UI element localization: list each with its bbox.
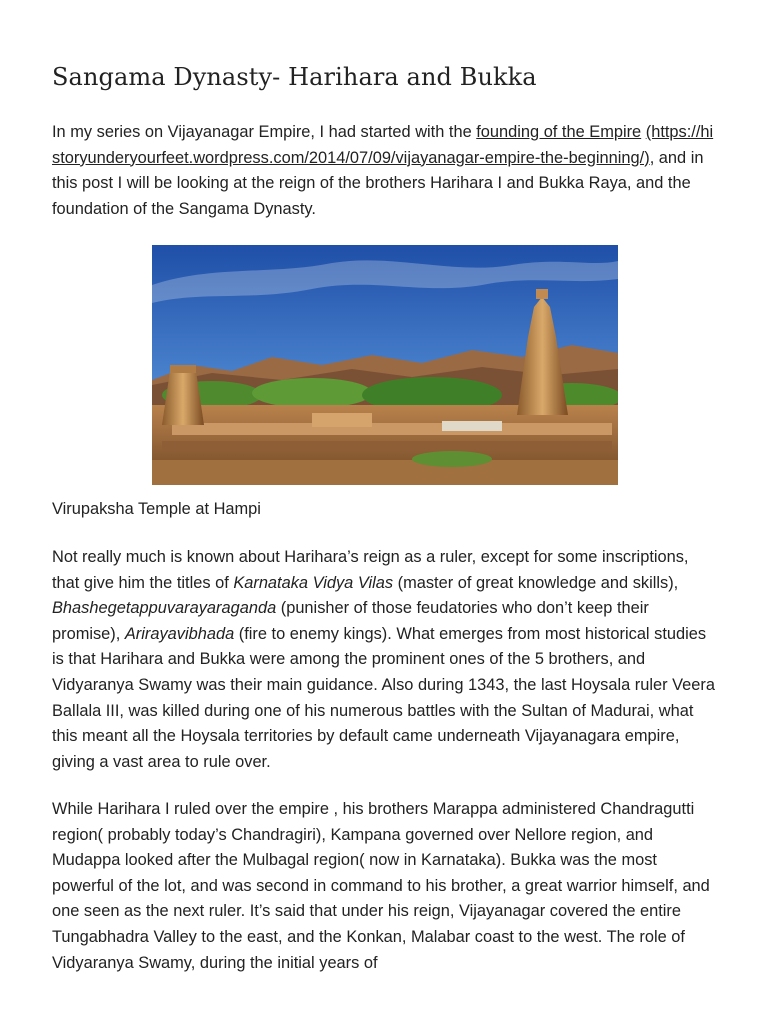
para2-text-2: (master of great knowledge and skills), <box>393 573 679 592</box>
para2-text-3: (punisher of those feudatories who don’t keep their promise), <box>52 599 649 643</box>
para2-text-1: Not really much is known about Harihara’s reign as a ruler, except for some inscriptions, that give him the titles of <box>52 548 689 592</box>
intro-paragraph <box>52 120 720 222</box>
founding-link[interactable]: founding of the Empire <box>476 123 642 141</box>
title-karnataka-vidya-vilas: Karnataka Vidya Vilas <box>233 573 394 592</box>
title-arirayavibhada: Arirayavibhada <box>124 624 235 643</box>
temple-photo-icon <box>152 245 618 485</box>
image-caption: Virupaksha Temple at Hampi <box>52 500 261 518</box>
title-bhashegetappuvarayaraganda: Bhashegetappuvarayaraganda <box>52 599 277 618</box>
founding-url-link[interactable]: (https://historyunderyourfeet.wordpress.com/2014/07/09/vijayanagar-empire-the-beginning/) <box>52 123 714 167</box>
intro-text-2: , and in this post I will be looking at the reign of the brothers Harihara I and Bukka Raya, and the foundation of the Sangama Dynasty. <box>52 148 704 218</box>
page-title: Sangama Dynasty- Harihara and Bukka <box>52 63 537 91</box>
paragraph-reign <box>52 545 720 775</box>
para2-text-4: (fire to enemy kings). What emerges from most historical studies is that Harihara and Bukka were among the prominent ones of the 5 brothers, and Vidyaranya Swamy was their main guidance. Also during 1343, the last Hoysala ruler Veera Ballala III, was killed during one of his numerous battles with the Sultan of Madurai, what this meant all the Hoysala territories by default came underneath Vijayanagara empire, giving a vast area to rule over. <box>52 624 715 771</box>
intro-text-1: In my series on Vijayanagar Empire, I had started with the <box>52 123 477 141</box>
paragraph-brothers: While Harihara I ruled over the empire , his brothers Marappa administered Chandragutti region( probably today’s Chandragiri), Kampana governed over Nellore region, and Mudappa looked after the Mulbagal region( now in Karnataka). Bukka was the most powerful of the lot, and was second in command to his brother, a great warrior himself, and one seen as the next ruler. It’s said that under his reign, Vijayanagar covered the entire Tungabhadra Valley to the east, and the Konkan, Malabar coast to the west. The role of Vidyaranya Swamy, during the initial years of <box>52 800 710 972</box>
temple-image <box>152 245 618 485</box>
